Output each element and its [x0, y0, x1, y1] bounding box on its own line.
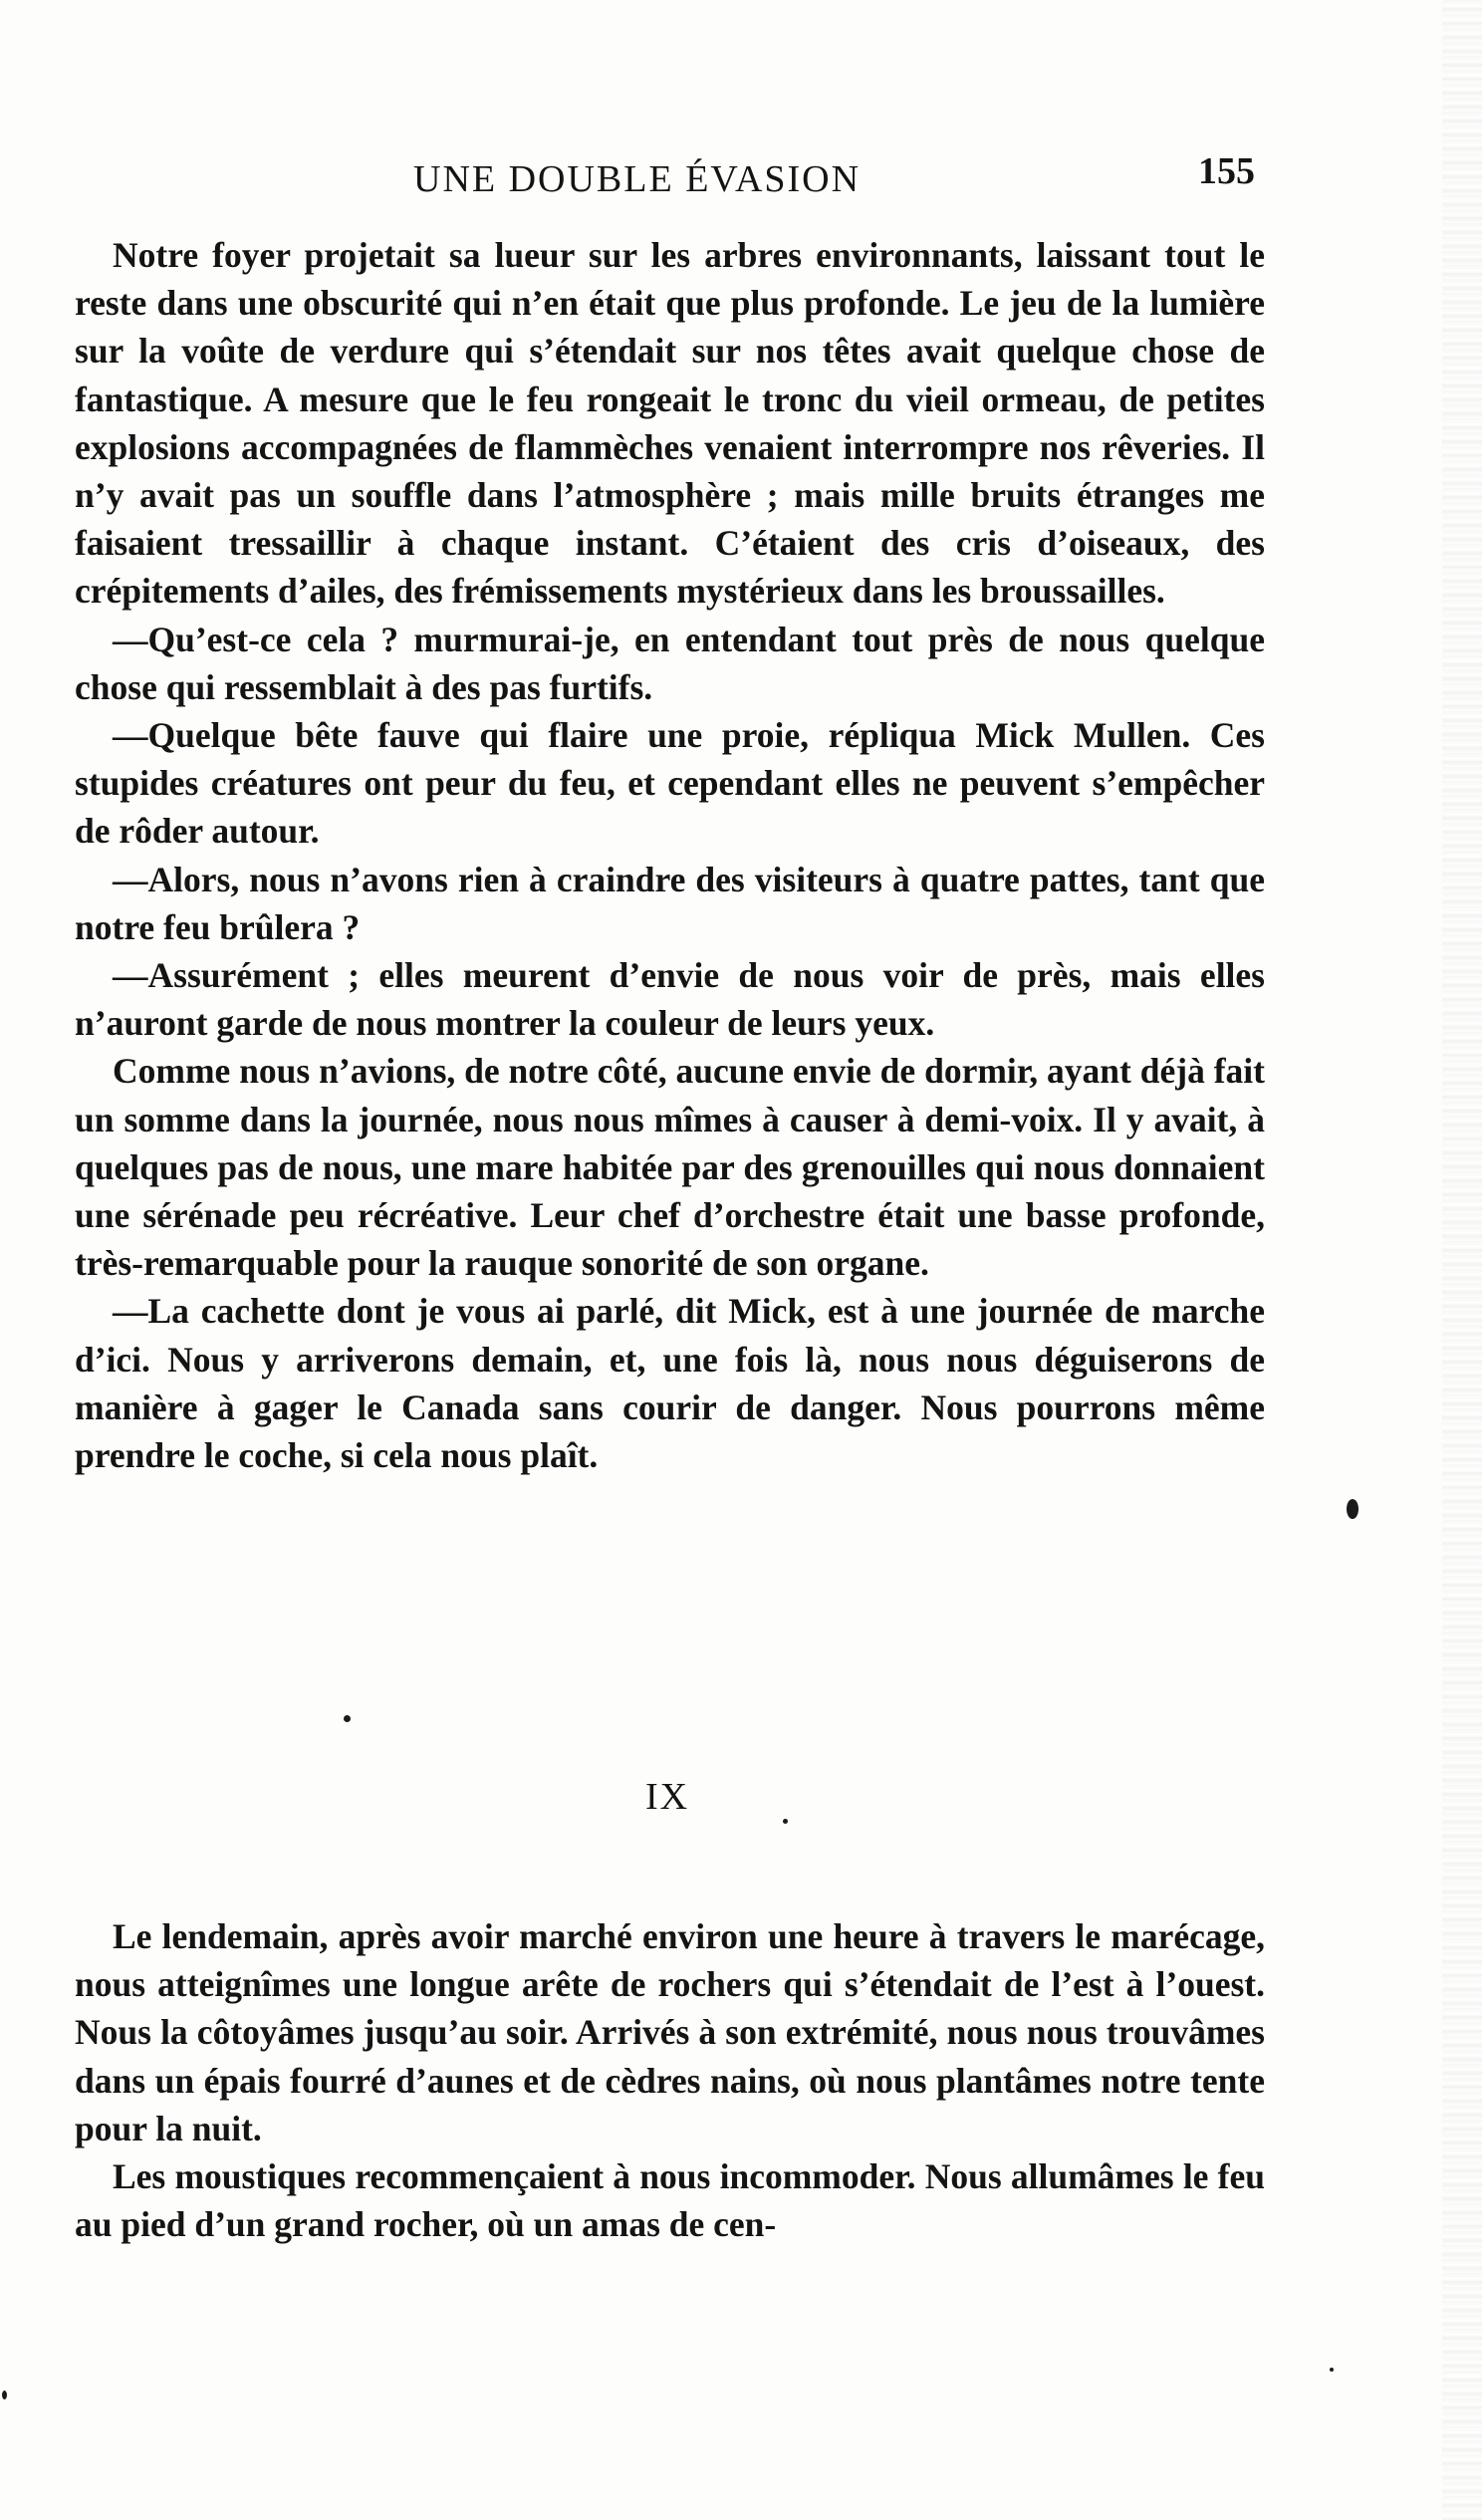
- scan-speck: [1330, 2368, 1334, 2372]
- scan-speck: [783, 1819, 788, 1824]
- paragraph: Le lendemain, après avoir marché environ une heure à travers le marécage, nous atteignîmes une longue arête de rochers qui s’étendait de l’est à l’ouest. Nous la côtoyâmes jusqu’au soir. Arrivés à son extrémité, nous nous trouvâmes dans un épais fourré d’aunes et de cèdres nains, où nous plantâmes notre tente pour la nuit.: [75, 1916, 1265, 2148]
- page-number: 155: [1198, 150, 1255, 192]
- paragraph: Les moustiques recommençaient à nous incommoder. Nous allumâmes le feu au pied d’un grand rocher, où un amas de cen-: [75, 2156, 1265, 2245]
- paragraph: —Qu’est-ce cela ? murmurai-je, en entendant tout près de nous quelque chose qui ressemblait à des pas furtifs.: [75, 619, 1265, 707]
- scan-speck: [2, 2391, 7, 2399]
- paragraph: —La cachette dont je vous ai parlé, dit Mick, est à une journée de marche d’ici. Nous y arriverons demain, et, une fois là, nous nous déguiserons de manière à gager le Canada sans courir de danger. Nous pourrons même prendre le coche, si cela nous plaît.: [75, 1291, 1265, 1476]
- chapter-heading: IX: [644, 1776, 690, 1818]
- paragraph: —Alors, nous n’avons rien à craindre des visiteurs à quatre pattes, tant que notre feu brûlera ?: [75, 859, 1265, 947]
- running-title: UNE DOUBLE ÉVASION: [413, 158, 862, 200]
- paragraph: Notre foyer projetait sa lueur sur les arbres environnants, laissant tout le reste dans une obscurité qui n’en était que plus profonde. Le jeu de la lumière sur la voûte de verdure qui s’étendait sur nos têtes avait quelque chose de fantastique. A mesure que le feu rongeait le tronc du vieil ormeau, de petites explosions accompagnées de flammèches venaient interrompre nos rêveries. Il n’y avait pas un souffle dans l’atmosphère ; mais mille bruits étranges me faisaient tressaillir à chaque instant. C’étaient des cris d’oiseaux, des crépitements d’ailes, des frémissements mystérieux dans les broussailles.: [75, 235, 1265, 612]
- paragraph: —Quelque bête fauve qui flaire une proie, répliqua Mick Mullen. Ces stupides créatures ont peur du feu, et cependant elles ne peuvent s’empêcher de rôder autour.: [75, 715, 1265, 852]
- scan-speck: [344, 1715, 351, 1722]
- paragraph: —Assurément ; elles meurent d’envie de nous voir de près, mais elles n’auront garde de nous montrer la couleur de leurs yeux.: [75, 955, 1265, 1044]
- scan-edge-noise: [1442, 0, 1482, 2520]
- page-header: [75, 150, 1260, 217]
- paragraph: Comme nous n’avions, de notre côté, aucune envie de dormir, ayant déjà fait un somme dans la journée, nous nous mîmes à causer à demi-voix. Il y avait, à quelques pas de nous, une mare habitée par des grenouilles qui nous donnaient une sérénade peu récréative. Leur chef d’orchestre était une basse profonde, très-remarquable pour la rauque sonorité de son organe.: [75, 1051, 1265, 1284]
- text-section-2: [75, 1912, 1265, 2248]
- scan-speck: [1347, 1499, 1358, 1519]
- text-section-1: [75, 231, 1265, 1479]
